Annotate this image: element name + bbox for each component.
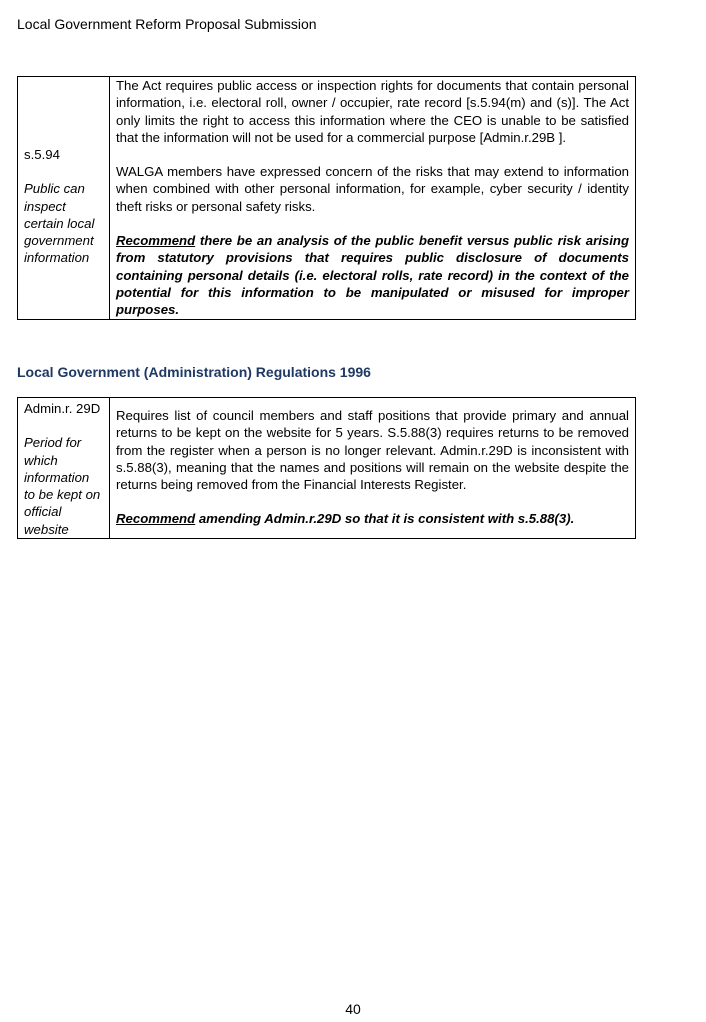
- recommendation-paragraph: [116, 510, 629, 527]
- regulation-table: [17, 397, 636, 539]
- recommendation-text: there be an analysis of the public benefit versus public risk arising from statutory provisions that requires public disclosure of documents containing personal details (i.e. electoral rolls, rate record) in the context of the potential for this information to be manipulated or misused for improper purposes.: [116, 233, 629, 318]
- section-reference: s.5.94: [24, 147, 60, 162]
- commentary-cell: [110, 398, 636, 539]
- regulation-description: Period for which information to be kept on official website: [24, 435, 101, 537]
- table-row: [18, 398, 636, 539]
- section-description: Public can inspect certain local government information: [24, 181, 95, 266]
- section-reference-cell: [18, 77, 110, 320]
- recommend-label: Recommend: [116, 233, 196, 249]
- regulation-reference-cell: [18, 398, 110, 539]
- recommend-label: Recommend: [116, 511, 196, 527]
- recommendation-paragraph: [116, 232, 629, 318]
- commentary-cell: [110, 77, 636, 320]
- document-header: Local Government Reform Proposal Submission: [17, 16, 317, 32]
- page-number: 40: [345, 1001, 361, 1017]
- recommendation-text: amending Admin.r.29D so that it is consistent with s.5.88(3).: [195, 511, 575, 527]
- act-provision-table: [17, 76, 636, 320]
- section-heading: Local Government (Administration) Regulations 1996: [17, 364, 371, 380]
- concern-paragraph: WALGA members have expressed concern of the risks that may extend to information when combined with other personal information, for example, cyber security / identity theft risks or personal safety risks.: [116, 164, 629, 214]
- commentary-paragraph: The Act requires public access or inspection rights for documents that contain personal information, i.e. electoral roll, owner / occupier, rate record [s.5.94(m) and (s)]. The Act only limits the right to access this information where the CEO is unable to be satisfied that the information will not be used for a commercial purpose [Admin.r.29B ].: [116, 78, 629, 145]
- commentary-paragraph: Requires list of council members and staff positions that provide primary and annual returns to be kept on the website for 5 years. S.5.88(3) requires returns to be removed from the register when a person is no longer relevant. Admin.r.29D is inconsistent with s.5.88(3), meaning that the names and positions will remain on the website despite the returns being removed from the Financial Interests Register.: [116, 408, 629, 493]
- table-row: [18, 77, 636, 320]
- regulation-reference: Admin.r. 29D: [24, 401, 101, 416]
